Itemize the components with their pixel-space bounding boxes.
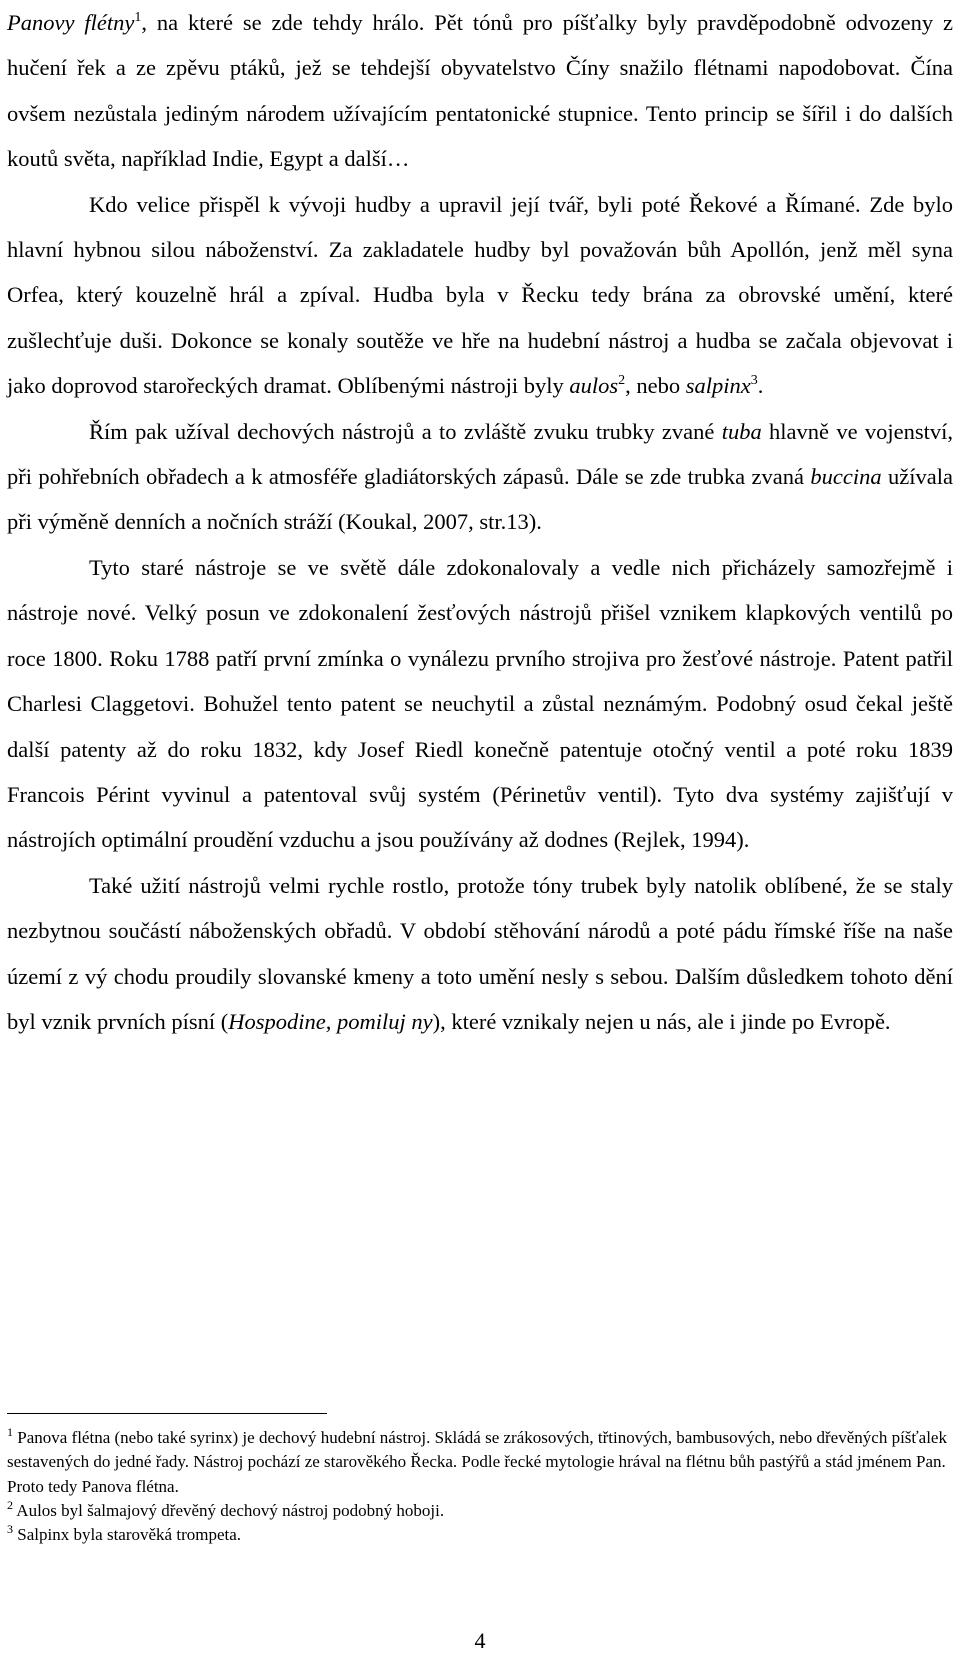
footnote: [7, 1426, 953, 1499]
italic-text: tuba: [721, 418, 762, 444]
paragraph: [7, 863, 953, 1045]
body-text: [7, 0, 953, 1044]
footnote-number: 2: [7, 1497, 13, 1512]
text-run: Kdo velice přispěl k vývoji hudby a upravil její tvář, byli poté Řekové a Římané. Zde bylo hlavní hybnou silou náboženství. Za zakladatele hudby byl považován bůh Apollón, jenž měl syna Orfea, který kouzelně hrál a zpíval. Hudba byla v Řecku tedy brána za obrovské umění, které zušlechťuje duši. Dokonce se konaly soutěže ve hře na hudební nástroj a hudba se začala objevovat i jako doprovod starořeckých dramat. Oblíbenými nástroji byly: [7, 191, 953, 399]
footnote-ref: 3: [750, 373, 758, 389]
italic-text: Panovy flétny: [7, 10, 135, 35]
paragraph: [7, 0, 953, 182]
italic-text: aulos: [569, 373, 619, 399]
footnote-text: Salpinx byla starověká trompeta.: [13, 1525, 242, 1545]
paragraph: [7, 409, 953, 545]
text-run: Také užití nástrojů velmi rychle rostlo, protože tóny trubek byly natolik oblíbené, že se staly nezbytnou součástí náboženských obřadů. V období stěhování národů a poté pádu římské říše na naše území z vý chodu proudily slovanské kmeny a toto umění nesly s sebou. Dalším důsledkem tohoto dění byl vznik prvních písní (: [7, 872, 953, 1034]
footnote: [7, 1499, 953, 1523]
text-run: .: [757, 373, 764, 399]
paragraph: [7, 182, 953, 409]
italic-text: Hospodine, pomiluj ny: [228, 1008, 433, 1034]
page-number: 4: [474, 1628, 486, 1653]
footnote-ref: 2: [618, 373, 626, 389]
footnote-separator: [7, 1413, 327, 1414]
text-run: ), které vznikaly nejen u nás, ale i jinde po Evropě.: [432, 1008, 891, 1034]
footnote-text: Aulos byl šalmajový dřevěný dechový nástroj podobný hoboji.: [13, 1500, 445, 1520]
footnote-ref: 1: [134, 10, 142, 25]
text-run: užívala při výměně denních a nočních stráží (Koukal, 2007, str.13).: [7, 464, 953, 535]
footnotes: [7, 1426, 953, 1547]
footnote-number: 1: [7, 1425, 13, 1439]
footnote-text: Panova flétna (nebo také syrinx) je dechový hudební nástroj. Skládá se zrákosových, třtinových, bambusových, nebo dřevěných píšťalek sestavených do jedné řady. Nástroj pochází ze starověkého Řecka. Podle řecké mytologie hrával na flétnu bůh pastýřů a stád jménem Pan. Proto tedy Panova flétna.: [7, 1428, 947, 1496]
text-run: , nebo: [625, 373, 686, 399]
footnote: [7, 1523, 953, 1547]
italic-text: salpinx: [685, 373, 751, 399]
paragraph: [7, 545, 953, 863]
text-run: Tyto staré nástroje se ve světě dále zdokonalovaly a vedle nich přicházely samozřejmě i nástroje nové. Velký posun ve zdokonalení žesťových nástrojů přišel vznikem klapkových ventilů po roce 1800. Roku 1788 patří první zmínka o vynálezu prvního strojiva pro žesťové nástroje. Patent patřil Charlesi Claggetovi. Bohužel tento patent se neuchytil a zůstal neznámým. Podobný osud čekal ještě další patenty až do roku 1832, kdy Josef Riedl konečně patentuje otočný ventil a poté roku 1839 Francois Pérint vyvinul a patentoval svůj systém (Périnetův ventil). Tyto dva systémy zajišťují v nástrojích optimální proudění vzduchu a jsou používány až dodnes (Rejlek, 1994).: [7, 554, 953, 853]
italic-text: buccina: [810, 464, 882, 490]
text-run: , na které se zde tehdy hrálo. Pět tónů pro píšťalky byly pravděpodobně odvozeny z hučení řek a ze zpěvu ptáků, jež se tehdejší obyvatelstvo Číny snažilo flétnami napodobovat. Čína ovšem nezůstala jediným národem užívajícím pentatonické stupnice. Tento princip se šířil i do dalších koutů světa, například Indie, Egypt a další…: [7, 10, 953, 172]
text-run: hlavně ve vojenství, při pohřebních obřadech a k atmosféře gladiátorských zápasů. Dále se zde trubka zvaná: [7, 418, 953, 490]
text-run: Řím pak užíval dechových nástrojů a to zvláště zvuku trubky zvané: [89, 418, 722, 444]
footnote-number: 3: [7, 1522, 13, 1537]
